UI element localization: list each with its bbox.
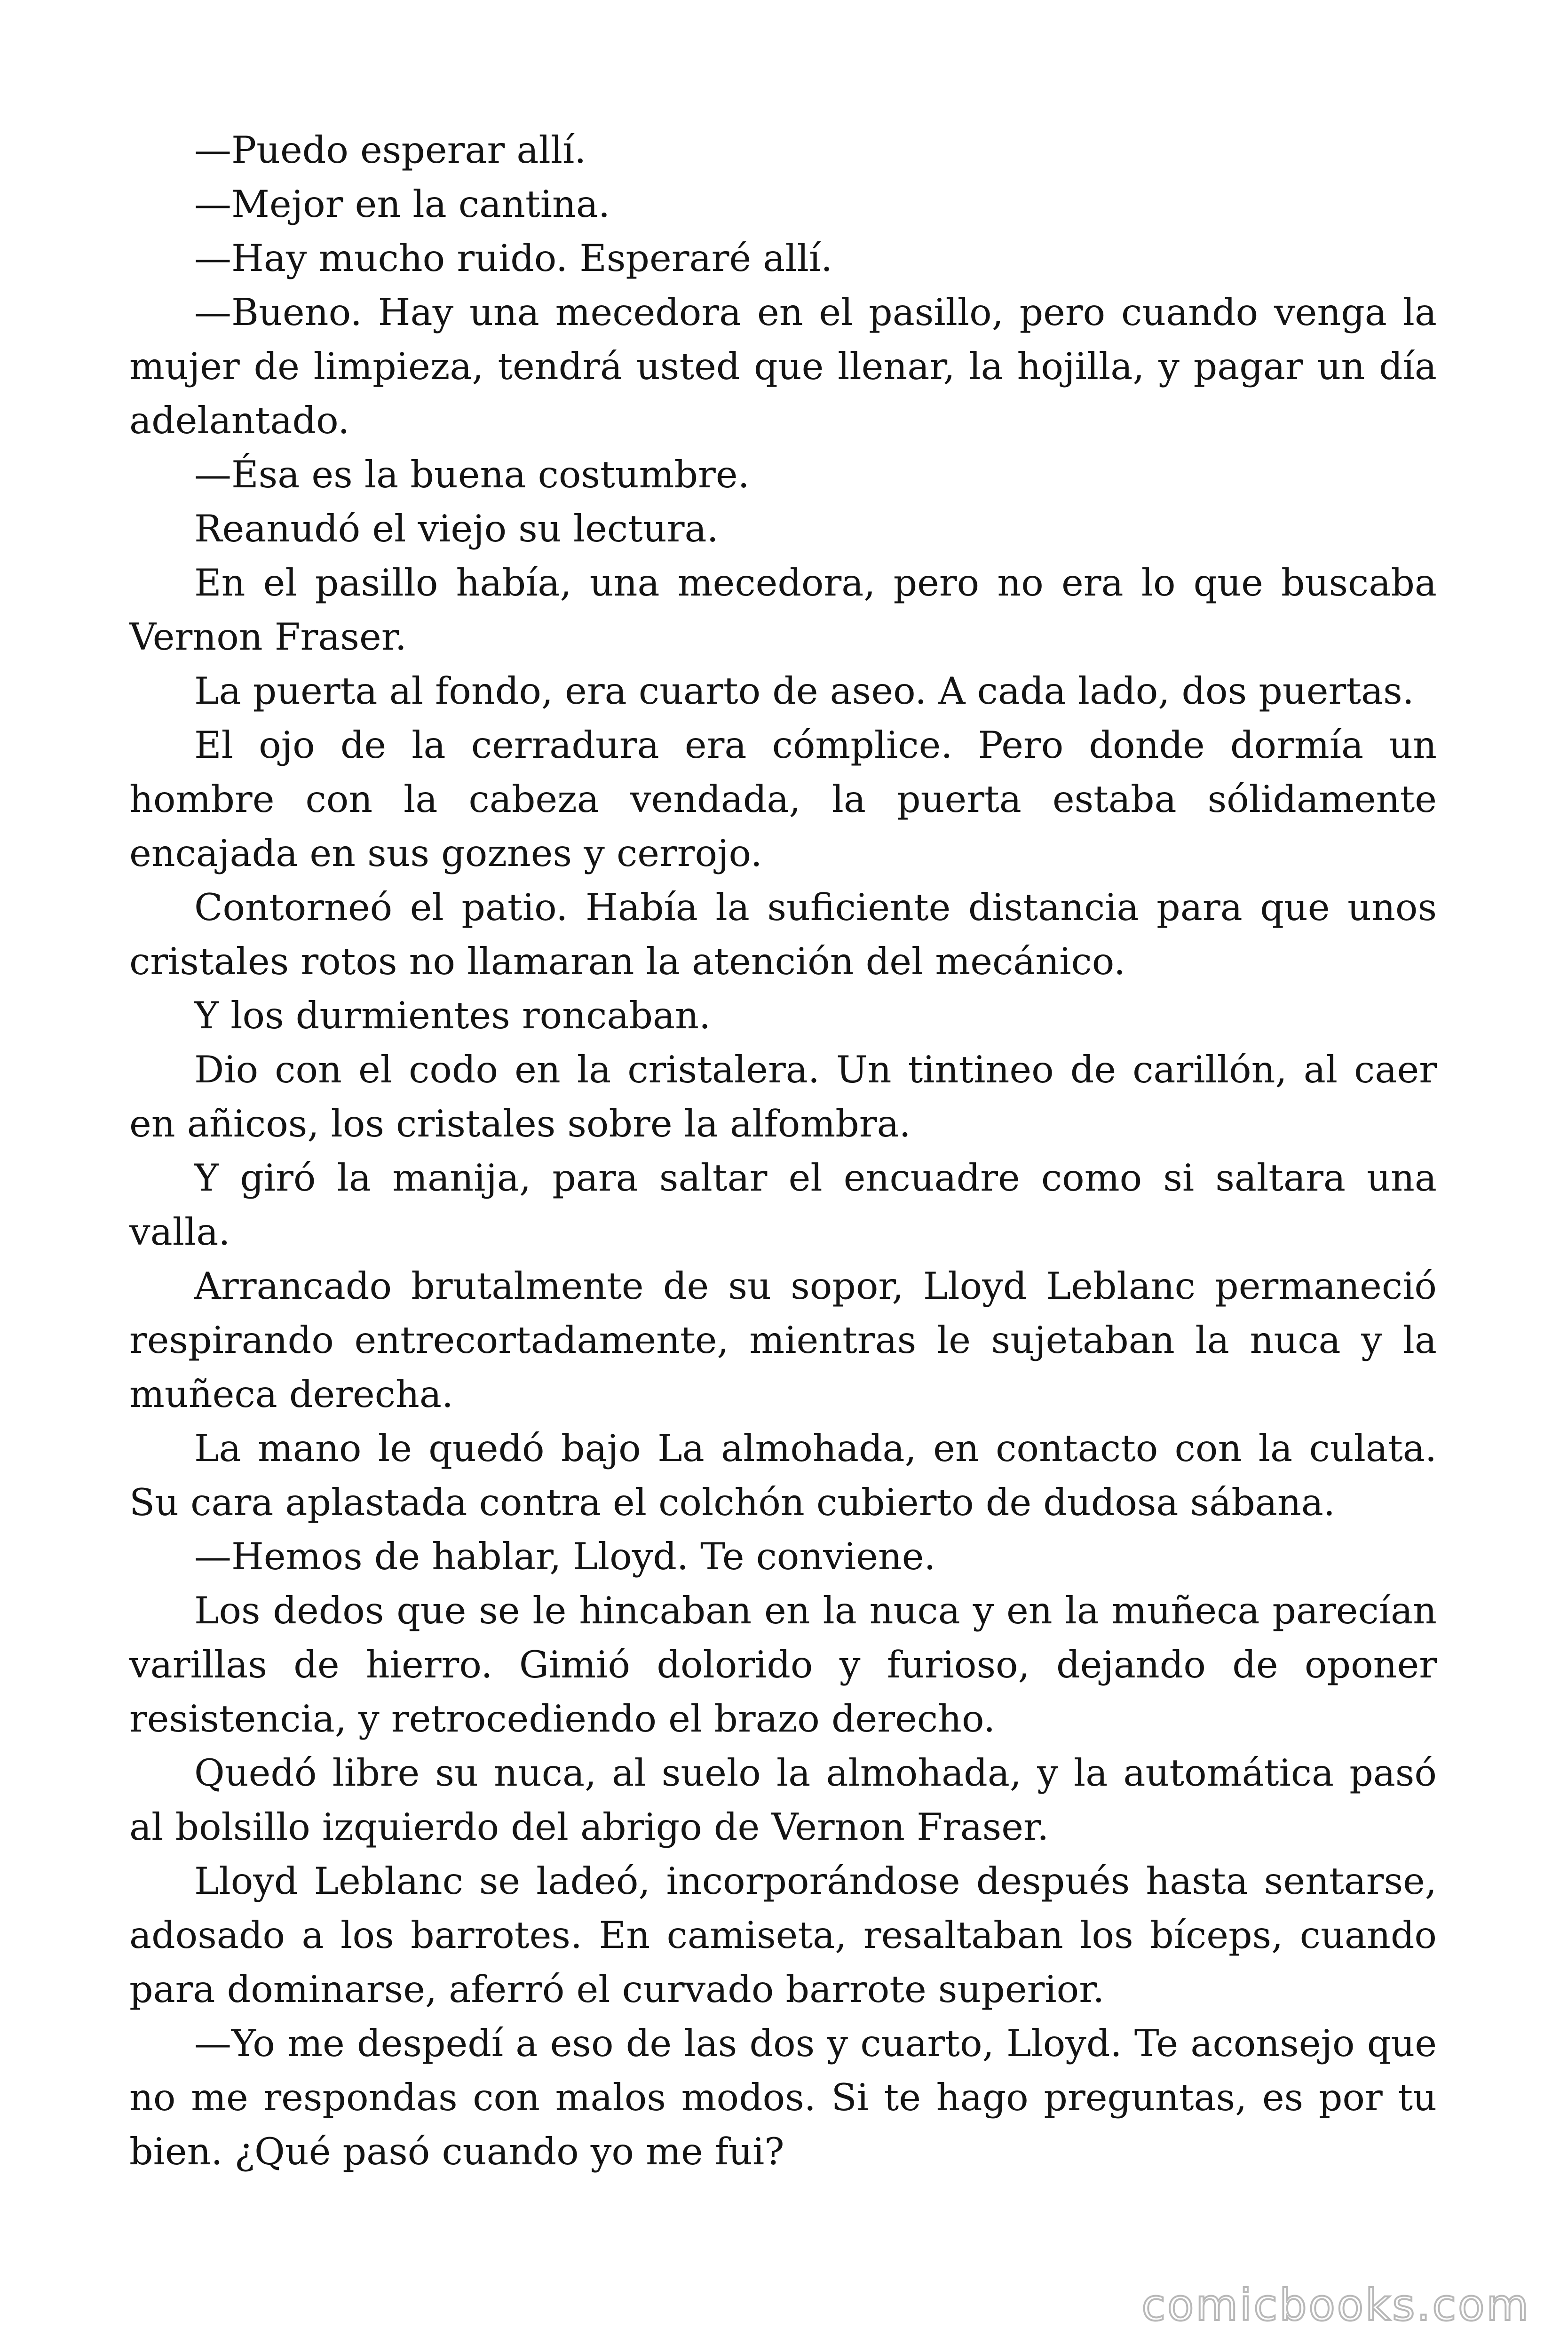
paragraph: El ojo de la cerradura era cómplice. Pero donde dormía un hombre con la cabeza vendada, la puerta estaba sólidamente encajada en sus goznes y cerrojo. <box>129 723 1437 875</box>
paragraph: Reanudó el viejo su lectura. <box>194 507 719 550</box>
paragraph: Los dedos que se le hincaban en la nuca y en la muñeca parecían varillas de hierro. Gimió dolorido y furioso, dejando de oponer resistencia, y retrocediendo el brazo derecho. <box>129 1589 1437 1740</box>
paragraph: La mano le quedó bajo La almohada, en contacto con la culata. Su cara aplastada contra el colchón cubierto de dudosa sábana. <box>129 1427 1437 1524</box>
paragraph: Lloyd Leblanc se ladeó, incorporándose después hasta sentarse, adosado a los barrotes. En camiseta, resaltaban los bíceps, cuando para dominarse, aferró el curvado barrote superior. <box>129 1859 1437 2011</box>
paragraph: —Mejor en la cantina. <box>194 183 610 226</box>
paragraph: En el pasillo había, una mecedora, pero no era lo que buscaba Vernon Fraser. <box>129 561 1437 659</box>
watermark: comicbooks.com <box>1141 2280 1530 2330</box>
paragraph: —Bueno. Hay una mecedora en el pasillo, pero cuando venga la mujer de limpieza, tendrá usted que llenar, la hojilla, y pagar un día adelantado. <box>129 291 1437 442</box>
paragraph: La puerta al fondo, era cuarto de aseo. A cada lado, dos puertas. <box>194 669 1414 713</box>
paragraph: Dio con el codo en la cristalera. Un tintineo de carillón, al caer en añicos, los cristales sobre la alfombra. <box>129 1048 1437 1145</box>
paragraph: Y giró la manija, para saltar el encuadre como si saltara una valla. <box>129 1156 1437 1254</box>
paragraph: Contorneó el patio. Había la suficiente distancia para que unos cristales rotos no llamaran la atención del mecánico. <box>129 886 1437 983</box>
paragraph: Arrancado brutalmente de su sopor, Lloyd Leblanc permaneció respirando entrecortadamente, mientras le sujetaban la nuca y la muñeca derecha. <box>129 1264 1437 1416</box>
paragraph: Y los durmientes roncaban. <box>194 994 711 1037</box>
paragraph: —Yo me despedí a eso de las dos y cuarto, Lloyd. Te aconsejo que no me respondas con malos modos. Si te hago preguntas, es por tu bien. ¿Qué pasó cuando yo me fui? <box>129 2022 1437 2173</box>
paragraph: Quedó libre su nuca, al suelo la almohada, y la automática pasó al bolsillo izquierdo del abrigo de Vernon Fraser. <box>129 1751 1437 1849</box>
paragraph: —Puedo esperar allí. <box>194 128 586 172</box>
paragraph: —Ésa es la buena costumbre. <box>194 453 750 496</box>
paragraph: —Hemos de hablar, Lloyd. Te conviene. <box>194 1535 936 1578</box>
paragraph: —Hay mucho ruido. Esperaré allí. <box>194 237 833 280</box>
body-text <box>129 123 1437 2179</box>
